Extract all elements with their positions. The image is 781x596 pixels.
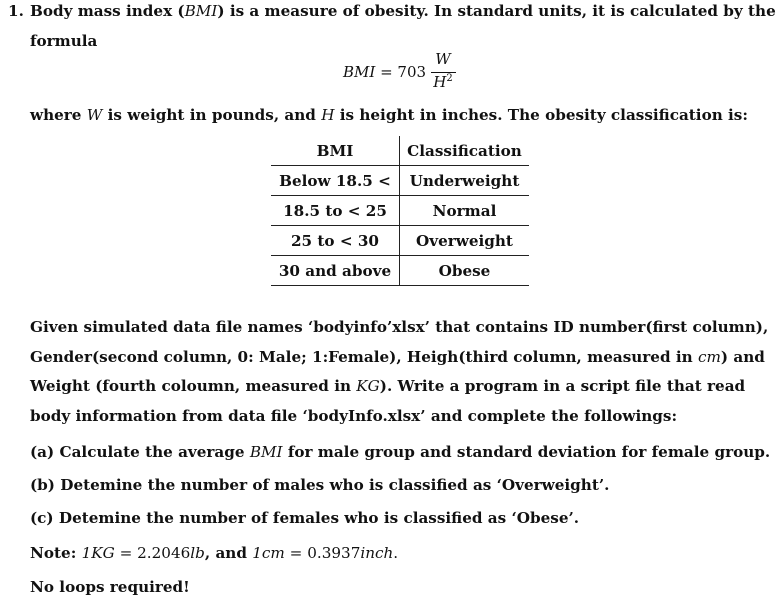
no-loops-note: No loops required! [30,578,190,596]
problem-number: 1. [8,2,24,20]
note-label: Note: [30,544,82,562]
intro-text-b: ) is a measure of obesity. In standard units, it is calculated by the [217,2,776,20]
table-cell-bmi: 25 to < 30 [271,226,400,256]
formula-bmi: BMI [343,63,376,81]
given-paragraph [30,313,775,431]
table-row [271,226,529,256]
note-cm: 1cm [252,544,285,562]
table-row [271,196,529,226]
formula-h: H [433,73,447,91]
given-line-3-b: ). Write a program in a script file that read [379,377,746,395]
where-line [30,106,748,124]
classification-table [271,136,529,286]
where-h-symbol: H [321,106,335,124]
problem-intro-line1 [30,2,776,20]
given-line-2-a: Gender(second column, 0: Male; 1:Female), Heigh(third column, measured in [30,347,698,366]
where-text-c: is height in inches. The obesity classification is: [334,106,748,124]
table-header-bmi: BMI [271,136,400,166]
given-line-2-b: ) and [720,347,765,366]
table-header-row [271,136,529,166]
formula-lhs [343,63,426,81]
unit-kg: KG [356,377,380,395]
table-cell-classification: Normal [400,196,530,226]
task-a-post: for male group and standard deviation for female group. [282,443,771,461]
note-and: , and [204,544,253,562]
intro-bmi-symbol: BMI [184,2,218,20]
where-text-a: where [30,106,87,124]
task-a [30,443,770,461]
table-cell-classification: Obese [400,256,530,286]
where-w-symbol: W [86,106,103,124]
note-inch: inch [360,544,394,562]
table-cell-bmi: Below 18.5 < [271,166,400,196]
given-line-4: body information from data file ‘bodyInfo.xlsx’ and complete the followings: [30,406,678,425]
formula-equals: = 703 [375,63,427,81]
formula-numerator: W [435,50,451,68]
formula-denominator [430,73,456,91]
note-line [30,544,398,562]
task-a-bmi-symbol: BMI [249,443,283,461]
table-row [271,256,529,286]
problem-intro-line2: formula [30,32,98,50]
note-kg-eq: = 2.2046 [114,544,191,562]
table-header-classification: Classification [400,136,530,166]
given-line-2 [30,343,775,373]
table-cell-bmi: 30 and above [271,256,400,286]
unit-cm: cm [697,347,721,366]
task-b: (b) Detemine the number of males who is classified as ‘Overweight’. [30,476,610,494]
given-line-1: Given simulated data file names ‘bodyinfo’xlsx’ that contains ID number(first column), [30,318,769,336]
given-line-3-a: Weight (fourth coloumn, measured in [30,377,357,395]
table-cell-classification: Overweight [400,226,530,256]
intro-text-a: Body mass index ( [30,2,185,20]
given-line-3 [30,372,775,402]
table-row [271,166,529,196]
note-cm-eq: = 0.3937 [284,544,361,562]
note-lb: lb [190,544,205,562]
formula-exponent: 2 [446,73,453,84]
note-period: . [393,544,399,562]
where-text-b: is weight in pounds, and [102,106,322,124]
task-c: (c) Detemine the number of females who is classified as ‘Obese’. [30,509,580,527]
note-kg: 1KG [81,544,115,562]
task-a-pre: (a) Calculate the average [30,443,250,461]
table-cell-classification: Underweight [400,166,530,196]
table-cell-bmi: 18.5 to < 25 [271,196,400,226]
